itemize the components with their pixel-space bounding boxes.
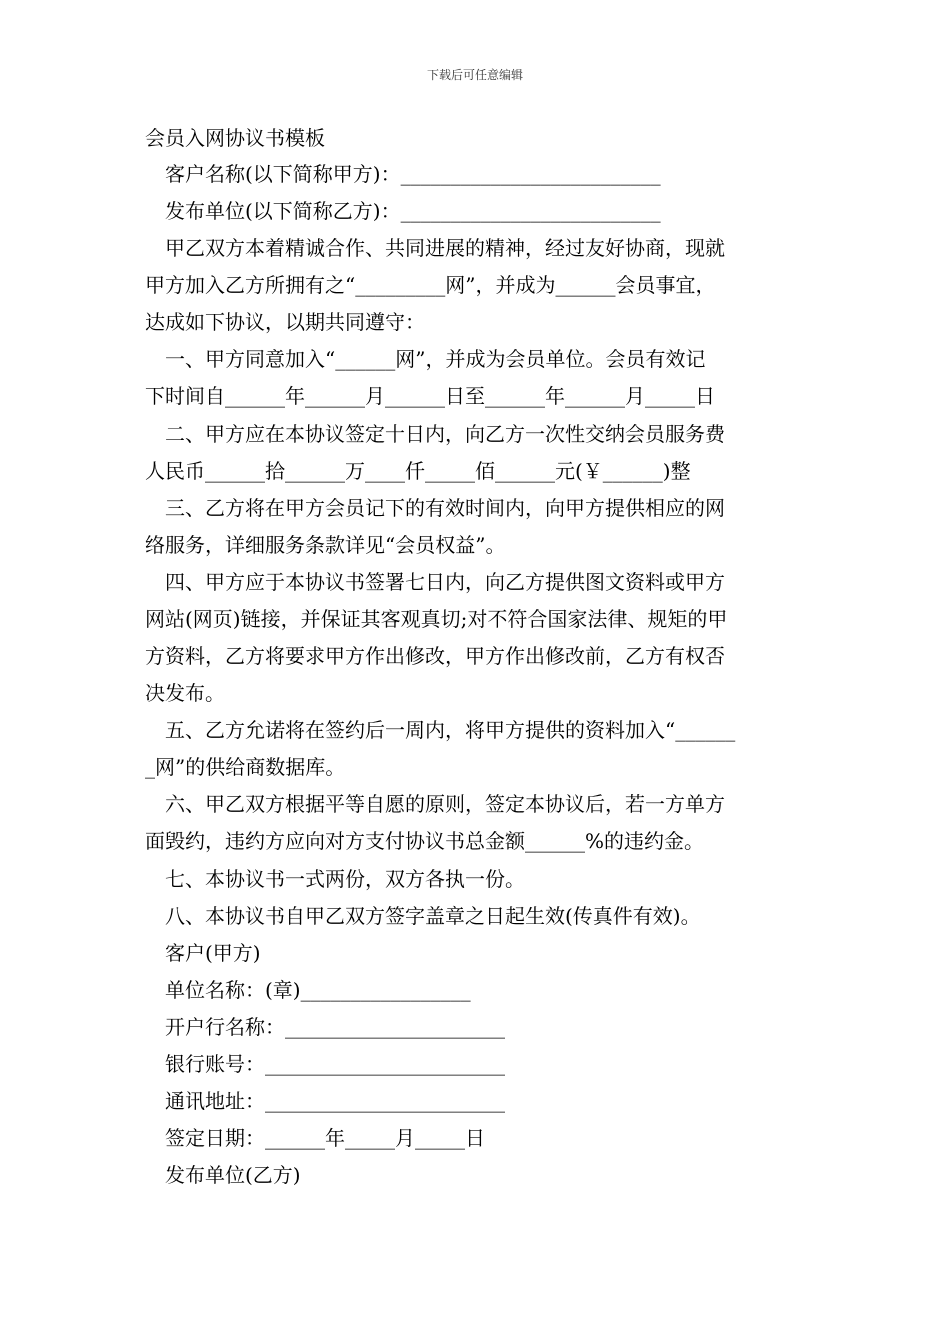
field-bank-account: 银行账号：________________________ [165, 1052, 505, 1076]
clause-4-line-3: 方资料，乙方将要求甲方作出修改，甲方作出修改前，乙方有权否 [145, 644, 725, 668]
clause-1-line-1: 一、甲方同意加入“______网”，并成为会员单位。会员有效记 [165, 347, 706, 371]
field-client-name: 客户名称(以下简称甲方)：__________________________ [165, 162, 661, 186]
preamble-line-3: 达成如下协议，以期共同遵守： [145, 310, 425, 334]
field-bank-name: 开户行名称：______________________ [165, 1015, 505, 1039]
document-title: 会员入网协议书模板 [145, 126, 325, 150]
clause-6-line-2: 面毁约，违约方应向对方支付协议书总金额______%的违约金。 [145, 829, 705, 853]
clause-3-line-2: 络服务，详细服务条款详见“会员权益”。 [145, 533, 506, 557]
clause-3-line-1: 三、乙方将在甲方会员记下的有效时间内，向甲方提供相应的网 [165, 496, 725, 520]
clause-4-line-2: 网站(网页)链接，并保证其客观真切;对不符合国家法律、规矩的甲 [145, 607, 728, 631]
clause-5-line-1: 五、乙方允诺将在签约后一周内，将甲方提供的资料加入“______ [165, 718, 736, 742]
clause-4-line-4: 决发布。 [145, 681, 225, 705]
clause-6-line-1: 六、甲乙双方根据平等自愿的原则，签定本协议后，若一方单方 [165, 792, 725, 816]
party-a-heading: 客户(甲方) [165, 941, 261, 965]
page-header: 下载后可任意编辑 [426, 68, 523, 82]
clause-5-line-2: _网”的供给商数据库。 [145, 755, 346, 779]
clause-4-line-1: 四、甲方应于本协议书签署七日内，向乙方提供图文资料或甲方 [165, 570, 725, 594]
clause-8: 八、本协议书自甲乙双方签字盖章之日起生效(传真件有效)。 [165, 904, 701, 928]
clause-2-line-1: 二、甲方应在本协议签定十日内，向乙方一次性交纳会员服务费 [165, 422, 725, 446]
clause-1-line-2: 下时间自______年______月______日至______年______月_____日 [145, 384, 715, 408]
preamble-line-2: 甲方加入乙方所拥有之“_________网”，并成为______会员事宜， [145, 273, 716, 297]
clause-7: 七、本协议书一式两份，双方各执一份。 [165, 867, 525, 891]
field-address: 通讯地址：________________________ [165, 1089, 505, 1113]
preamble-line-1: 甲乙双方本着精诚合作、共同进展的精神，经过友好协商，现就 [165, 236, 725, 260]
field-sign-date: 签定日期：______年_____月_____日 [165, 1126, 485, 1150]
field-unit-name: 单位名称：(章)_________________ [165, 978, 471, 1002]
field-publisher: 发布单位(以下简称乙方)：__________________________ [165, 199, 661, 223]
clause-2-line-2: 人民币______拾______万____仟_____佰______元(￥______)整 [145, 459, 691, 483]
party-b-heading: 发布单位(乙方) [165, 1163, 301, 1187]
